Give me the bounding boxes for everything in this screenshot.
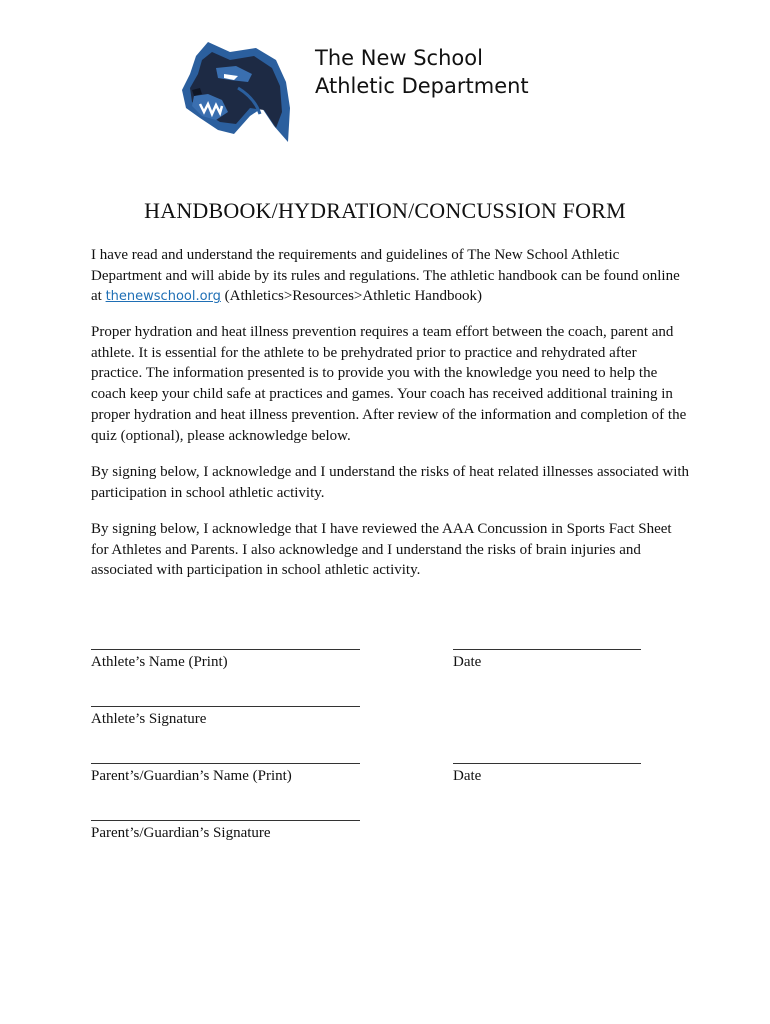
hydration-paragraph: Proper hydration and heat illness prevention requires a team effort between the coach, parent and athlete. It is essential for the athlete to be prehydrated prior to practice and rehydrated after practice. The information presented is to provide you with the knowledge you need to help the coach keep your child safe at practices and games. Your coach has received additional training in proper hydration and heat illness prevention. After review of the information and completion of the quiz (optional), please acknowledge below.: [91, 324, 687, 444]
parent-signature-line[interactable]: [91, 820, 360, 821]
school-website-link[interactable]: thenewschool.org: [105, 289, 221, 305]
department-name: Athletic Department: [315, 74, 529, 98]
athlete-name-label: Athlete’s Name (Print): [91, 654, 228, 670]
athlete-date-line[interactable]: [453, 649, 641, 650]
school-name: The New School: [315, 46, 483, 70]
athlete-name-line[interactable]: [91, 649, 360, 650]
athlete-date-label: Date: [453, 654, 482, 670]
athlete-signature-label: Athlete’s Signature: [91, 711, 207, 727]
athlete-signature-line[interactable]: [91, 706, 360, 707]
parent-signature-label: Parent’s/Guardian’s Signature: [91, 825, 271, 841]
parent-date-line[interactable]: [453, 763, 641, 764]
concussion-acknowledgement: By signing below, I acknowledge that I have reviewed the AAA Concussion in Sports Fact Sheet for Athletes and Parents. I also acknowledge and I understand the risks of brain injuries and associated with participation in school athletic activity.: [91, 521, 672, 579]
heat-illness-acknowledgement: By signing below, I acknowledge and I understand the risks of heat related illnesses associated with participation in school athletic activity.: [91, 464, 690, 501]
handbook-path-text: (Athletics>Resources>Athletic Handbook): [220, 288, 482, 305]
parent-name-label: Parent’s/Guardian’s Name (Print): [91, 768, 292, 784]
form-title: HANDBOOK/HYDRATION/CONCUSSION FORM: [144, 198, 626, 223]
handbook-paragraph: [91, 245, 691, 308]
panther-mascot-icon: [178, 38, 292, 148]
handbook-text: I have read and understand the requirements and guidelines of The New School Athletic Department and will abide by its rules and regulations. The athletic handbook can be found online at: [91, 247, 680, 305]
school-header: [315, 44, 529, 100]
parent-name-line[interactable]: [91, 763, 360, 764]
parent-date-label: Date: [453, 768, 482, 784]
